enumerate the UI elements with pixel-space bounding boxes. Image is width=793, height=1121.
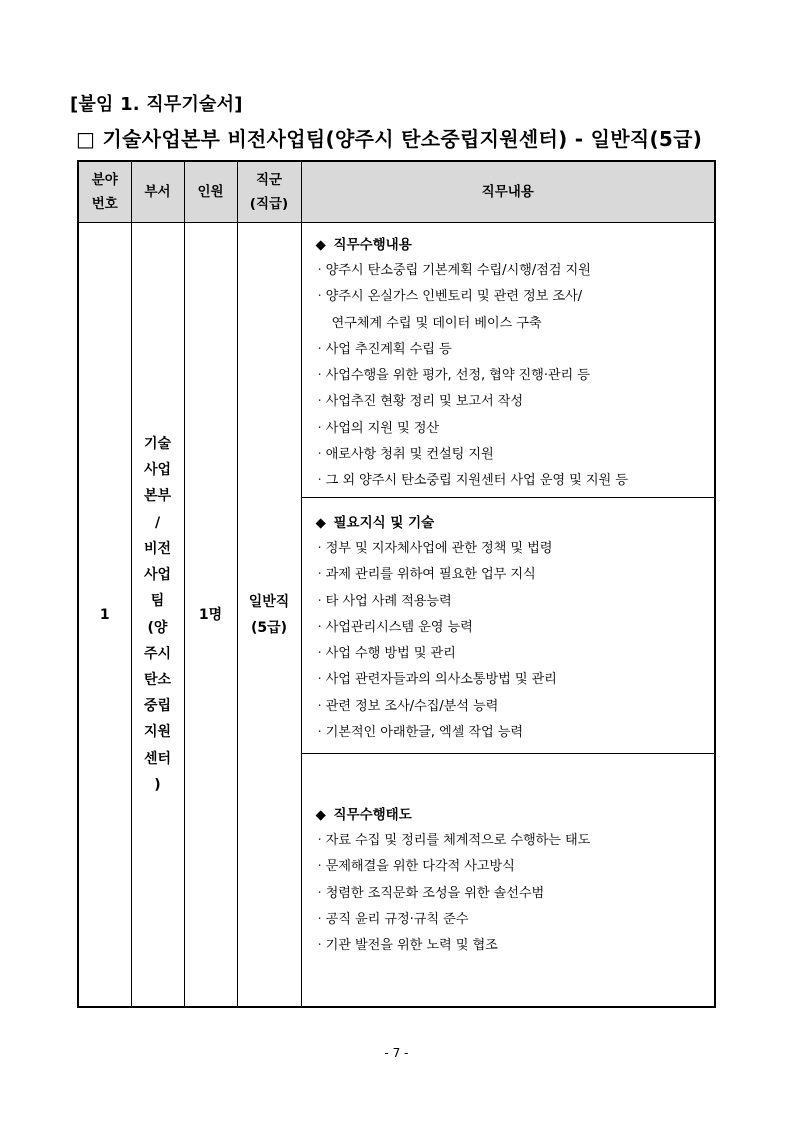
dept-line: 지원 <box>143 724 172 741</box>
list-item <box>316 536 705 562</box>
section-items <box>316 536 705 746</box>
list-item <box>316 416 705 442</box>
list-item-text: 사업수행을 위한 평가, 선정, 협약 진행·관리 등 <box>325 368 590 384</box>
list-item-text: 문제해결을 위한 다각적 사고방식 <box>325 859 515 875</box>
dot-bullet-icon: · <box>317 473 322 489</box>
list-item <box>316 284 705 310</box>
job-description-table <box>77 160 716 1008</box>
diamond-bullet-icon: ◆ <box>315 237 326 253</box>
dot-bullet-icon: · <box>317 619 322 635</box>
dot-bullet-icon: · <box>317 541 322 556</box>
header-field-no-line2: 번호 <box>91 196 118 212</box>
section-heading <box>316 802 705 828</box>
list-item-text: 정부 및 지자체사업에 관한 정책 및 법령 <box>325 541 553 556</box>
list-item <box>316 468 705 494</box>
list-item <box>316 828 705 854</box>
list-item-text: 양주시 온실가스 인벤토리 및 관련 정보 조사/ <box>325 289 582 305</box>
list-item-text: 연구체계 수립 및 데이터 베이스 구축 <box>331 315 542 331</box>
list-item <box>316 694 705 720</box>
header-content: 직무내용 <box>301 161 715 223</box>
dot-bullet-icon: · <box>317 672 322 688</box>
dot-bullet-icon: · <box>317 263 322 278</box>
dot-bullet-icon: · <box>317 447 322 463</box>
section-attitude <box>302 754 715 959</box>
page-number: - 7 - <box>384 1046 409 1060</box>
list-item <box>316 258 705 284</box>
dot-bullet-icon: · <box>317 938 322 954</box>
dept-line: 센터 <box>143 750 172 767</box>
dept-line: 탄소 <box>143 671 172 688</box>
dept-line: ) <box>154 776 161 793</box>
cell-dept <box>131 223 184 1008</box>
header-field-no <box>78 161 131 223</box>
dept-line: 사업 <box>143 567 172 584</box>
list-item-text: 기관 발전을 위한 노력 및 협조 <box>325 938 498 954</box>
dept-line: (양 <box>147 619 168 636</box>
table-header-row <box>78 161 715 223</box>
list-item <box>316 389 705 415</box>
list-item <box>316 589 705 615</box>
dot-bullet-icon: · <box>317 859 322 875</box>
dept-line: 중립 <box>143 698 172 715</box>
list-item <box>316 311 705 337</box>
section-heading-text: 직무수행내용 <box>333 237 412 253</box>
list-item-text: 과제 관리를 위하여 필요한 업무 지식 <box>325 567 536 583</box>
list-item <box>316 363 705 389</box>
cell-headcount: 1명 <box>184 223 237 1008</box>
list-item-text: 사업 관련자들과의 의사소통방법 및 관리 <box>325 672 557 688</box>
list-item-text: 기본적인 아래한글, 엑셀 작업 능력 <box>325 725 524 741</box>
list-item-text: 사업의 지원 및 정산 <box>325 420 439 436</box>
list-item <box>316 442 705 468</box>
dot-bullet-icon: · <box>317 567 322 583</box>
list-item-text: 사업 수행 방법 및 관리 <box>325 646 456 662</box>
list-item-text: 사업추진 현황 정리 및 보고서 작성 <box>325 394 524 410</box>
section-duties <box>302 223 715 498</box>
section-knowledge <box>302 498 715 754</box>
dot-bullet-icon: · <box>317 289 322 305</box>
list-item <box>316 641 705 667</box>
header-job-group-line2: (직급) <box>249 196 289 212</box>
dept-lines <box>132 431 184 798</box>
list-item-text: 그 외 양주시 탄소중립 지원센터 사업 운영 및 지원 등 <box>325 473 628 489</box>
list-item-text: 양주시 탄소중립 기본계획 수립/시행/점검 지원 <box>325 263 591 278</box>
dept-line: 기술 <box>143 436 172 453</box>
dot-bullet-icon: · <box>317 885 322 901</box>
dept-line: 사업 <box>143 462 172 479</box>
table-row <box>78 223 715 1008</box>
dot-bullet-icon: · <box>317 725 322 741</box>
document-title: □ 기술사업본부 비전사업팀(양주시 탄소중립지원센터) - 일반직(5급) <box>76 127 703 151</box>
header-dept: 부서 <box>131 161 184 223</box>
section-heading <box>316 510 705 536</box>
section-heading-text: 필요지식 및 기술 <box>333 515 435 531</box>
header-field-no-line1: 분야 <box>91 172 118 188</box>
dot-bullet-icon: · <box>317 698 322 714</box>
header-job-group-line1: 직군 <box>255 172 283 188</box>
section-items <box>316 258 705 495</box>
dept-line: 본부 <box>143 488 172 505</box>
list-item <box>316 881 705 907</box>
dept-line: 팀 <box>150 593 165 610</box>
dot-bullet-icon: · <box>317 394 322 410</box>
list-item <box>316 933 705 959</box>
dept-line: 비전 <box>143 540 172 557</box>
list-item <box>316 615 705 641</box>
list-item-text: 타 사업 사례 적용능력 <box>325 593 452 609</box>
dot-bullet-icon: · <box>317 368 322 384</box>
section-heading-text: 직무수행태도 <box>333 807 412 823</box>
list-item-text: 자료 수집 및 정리를 체계적으로 수행하는 태도 <box>325 833 591 848</box>
job-group-line2: (5급) <box>250 619 288 636</box>
dot-bullet-icon: · <box>317 833 322 848</box>
diamond-bullet-icon: ◆ <box>315 515 326 531</box>
header-job-group <box>237 161 301 223</box>
header-headcount: 인원 <box>184 161 237 223</box>
list-item-text: 사업 추진계획 수립 등 <box>325 341 452 357</box>
attachment-label: [붙임 1. 직무기술서] <box>70 94 243 115</box>
list-item-text: 사업관리시스템 운영 능력 <box>325 619 473 635</box>
dept-line: 주시 <box>143 645 172 662</box>
section-items <box>316 828 705 959</box>
list-item <box>316 337 705 363</box>
list-item <box>316 667 705 693</box>
list-item <box>316 562 705 588</box>
section-heading <box>316 232 705 258</box>
dot-bullet-icon: · <box>317 341 322 357</box>
list-item <box>316 907 705 933</box>
list-item-text: 애로사항 청취 및 컨설팅 지원 <box>325 447 494 463</box>
dot-bullet-icon: · <box>317 646 322 662</box>
list-item <box>316 720 705 746</box>
job-group-line1: 일반직 <box>248 593 290 610</box>
dot-bullet-icon: · <box>317 420 322 436</box>
cell-content <box>301 223 715 1008</box>
list-item-text: 청렴한 조직문화 조성을 위한 솔선수범 <box>325 885 545 901</box>
dept-line: / <box>154 514 161 531</box>
list-item <box>316 854 705 880</box>
dot-bullet-icon: · <box>317 593 322 609</box>
dot-bullet-icon: · <box>317 911 322 927</box>
list-item-text: 관련 정보 조사/수집/분석 능력 <box>325 698 499 714</box>
cell-field-no: 1 <box>78 223 131 1008</box>
list-item-text: 공직 윤리 규정·규칙 준수 <box>325 911 469 927</box>
cell-job-group <box>237 223 301 1008</box>
diamond-bullet-icon: ◆ <box>315 807 326 823</box>
